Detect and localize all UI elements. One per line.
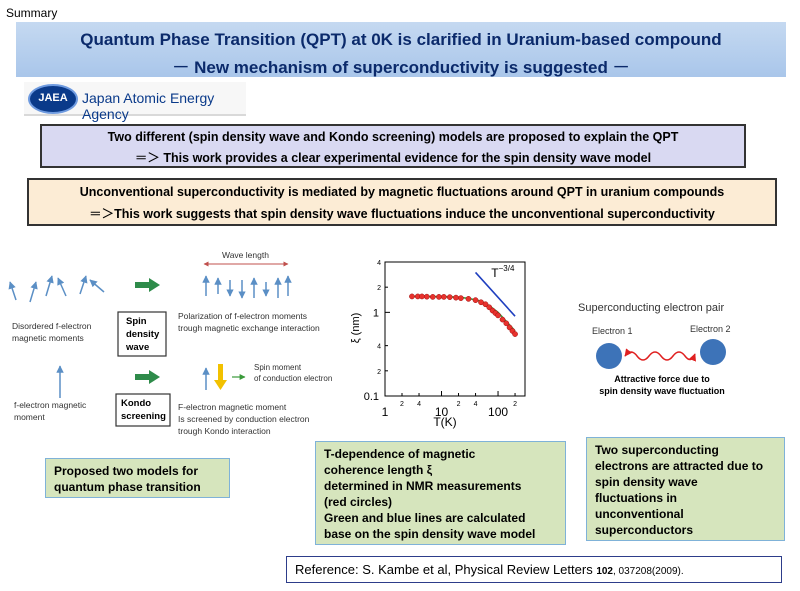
coherence-length-chart — [345, 248, 540, 430]
polarization-text-1: Polarization of f-electron moments — [178, 311, 307, 321]
chart-x-label: T(K) — [433, 415, 457, 429]
wave-length-label: Wave length — [222, 250, 269, 260]
box2-line-2: ＝＞This work suggests that spin density wave fluctuations induce the unconventional superconductivity — [89, 207, 715, 221]
pair-caption-line-4: fluctuations in — [595, 491, 677, 505]
x-tick-label: 1 — [381, 405, 389, 419]
y-minor-label: 4 — [377, 343, 381, 351]
kondo-box-line-2: screening — [121, 411, 166, 422]
logo-abbr: JAEA — [38, 92, 68, 104]
chart-caption-line-2: coherence length ξ — [324, 463, 433, 477]
disordered-label-1: Disordered f-electron — [12, 321, 92, 331]
x-tick-label: 10 — [434, 405, 449, 419]
x-tick-label: 100 — [488, 405, 509, 419]
data-point — [424, 294, 429, 299]
sdw-box-line-2: density — [126, 329, 160, 340]
models-caption-line-2: quantum phase transition — [54, 480, 201, 494]
title-line-2: － New mechanism of superconductivity is suggested － — [172, 58, 630, 77]
data-point — [436, 294, 441, 299]
x-minor-label: 2 — [400, 401, 404, 408]
yellow-down-arrow-icon — [214, 364, 227, 390]
data-point — [419, 294, 424, 299]
box1-line-1: Two different (spin density wave and Kondo screening) models are proposed to explain the QPT — [107, 130, 679, 144]
sdw-ordered-arrows — [206, 276, 288, 298]
summary-label: Summary — [6, 6, 58, 20]
reference-volume: 102 — [596, 566, 613, 577]
models-diagram — [0, 238, 345, 438]
title-banner — [16, 22, 786, 77]
pair-caption-line-5: unconventional — [595, 507, 684, 521]
pair-caption-line-6: superconductors — [595, 523, 694, 537]
data-point — [495, 313, 500, 318]
pair-title: Superconducting electron pair — [578, 302, 725, 314]
x-minor-label: 4 — [417, 401, 421, 408]
y-minor-label: 4 — [377, 260, 381, 267]
data-point — [430, 294, 435, 299]
f-moment-label-1: f-electron magnetic — [14, 400, 87, 410]
models-caption-line-1: Proposed two models for — [54, 464, 199, 478]
jaea-logo-mark — [28, 84, 78, 114]
y-minor-label: 2 — [377, 368, 381, 376]
fscreen-text-3: trough Kondo interaction — [178, 426, 271, 436]
chart-caption-line-4: (red circles) — [324, 495, 393, 509]
data-point — [458, 296, 463, 301]
green-arrow-sdw-icon — [135, 278, 160, 292]
spin-moment-text-2: of conduction electron — [254, 374, 333, 383]
data-point — [453, 295, 458, 300]
pair-caption-line-2: electrons are attracted due to — [595, 459, 764, 473]
logo-name: Japan Atomic Energy Agency — [82, 90, 215, 122]
box1-line-2: ＝＞ This work provides a clear experimental evidence for the spin density wave model — [134, 151, 652, 165]
reference-pages: , 037208(2009). — [613, 566, 684, 577]
y-tick-label: 0.1 — [363, 391, 379, 403]
data-point — [473, 298, 478, 303]
chart-caption-line-6: base on the spin density wave model — [324, 527, 536, 541]
sdw-box-line-1: Spin — [126, 316, 147, 327]
data-point — [447, 295, 452, 300]
reference-text: Reference: S. Kambe et al, Physical Review Letters — [295, 562, 597, 577]
electron-2-label: Electron 2 — [690, 324, 731, 334]
chart-frame — [385, 262, 525, 396]
electron-pair-diagram — [572, 296, 792, 406]
chart-caption-line-5: Green and blue lines are calculated — [324, 511, 526, 525]
x-minor-label: 4 — [473, 401, 478, 408]
force-text-2: spin density wave fluctuation — [599, 386, 725, 396]
f-moment-label-2: moment — [14, 412, 45, 422]
qpt-models-box — [40, 124, 746, 168]
pair-caption-line-3: spin density wave — [595, 475, 698, 489]
disordered-label-2: magnetic moments — [12, 333, 84, 343]
pair-caption-line-1: Two superconducting — [595, 443, 719, 457]
superconductivity-box — [27, 178, 777, 226]
models-caption — [45, 458, 230, 498]
x-minor-label: 2 — [456, 401, 461, 408]
polarization-text-2: trough magnetic exchange interaction — [178, 323, 320, 333]
chart-annotation-exponent: −3/4 — [498, 263, 515, 273]
chart-plot-area — [364, 260, 525, 419]
y-tick-label: 1 — [372, 307, 379, 320]
jaea-logo — [24, 82, 246, 122]
green-arrow-kondo-icon — [135, 370, 160, 384]
chart-caption — [315, 441, 566, 545]
data-point — [466, 296, 471, 301]
attractive-force-wave — [625, 352, 695, 360]
force-text-1: Attractive force due to — [614, 374, 710, 384]
spin-moment-text-1: Spin moment — [254, 363, 302, 372]
electron-1-label: Electron 1 — [592, 326, 633, 336]
data-point — [512, 331, 517, 336]
fscreen-text-2: Is screened by conduction electron — [178, 414, 310, 424]
data-point — [409, 294, 414, 299]
sdw-box-line-3: wave — [126, 342, 150, 353]
electron-1-icon — [596, 343, 622, 369]
x-minor-label: 2 — [513, 401, 518, 408]
chart-caption-line-1: T-dependence of magnetic — [324, 447, 476, 461]
chart-caption-line-3: determined in NMR measurements — [324, 479, 522, 493]
disordered-moments-arrows — [10, 276, 104, 302]
pair-caption — [586, 437, 785, 541]
data-point — [441, 294, 446, 299]
y-minor-label: 2 — [377, 285, 381, 293]
kondo-box-line-1: Kondo — [121, 398, 152, 409]
electron-2-icon — [700, 339, 726, 365]
chart-annotation-base: T — [491, 265, 499, 280]
box2-line-1: Unconventional superconductivity is mediated by magnetic fluctuations around QPT in uranium compounds — [79, 185, 725, 199]
fscreen-text-1: F-electron magnetic moment — [178, 402, 287, 412]
reference-box — [286, 556, 782, 583]
chart-y-label: ξ (nm) — [350, 312, 362, 344]
title-line-1: Quantum Phase Transition (QPT) at 0K is clarified in Uranium-based compound — [80, 30, 722, 49]
